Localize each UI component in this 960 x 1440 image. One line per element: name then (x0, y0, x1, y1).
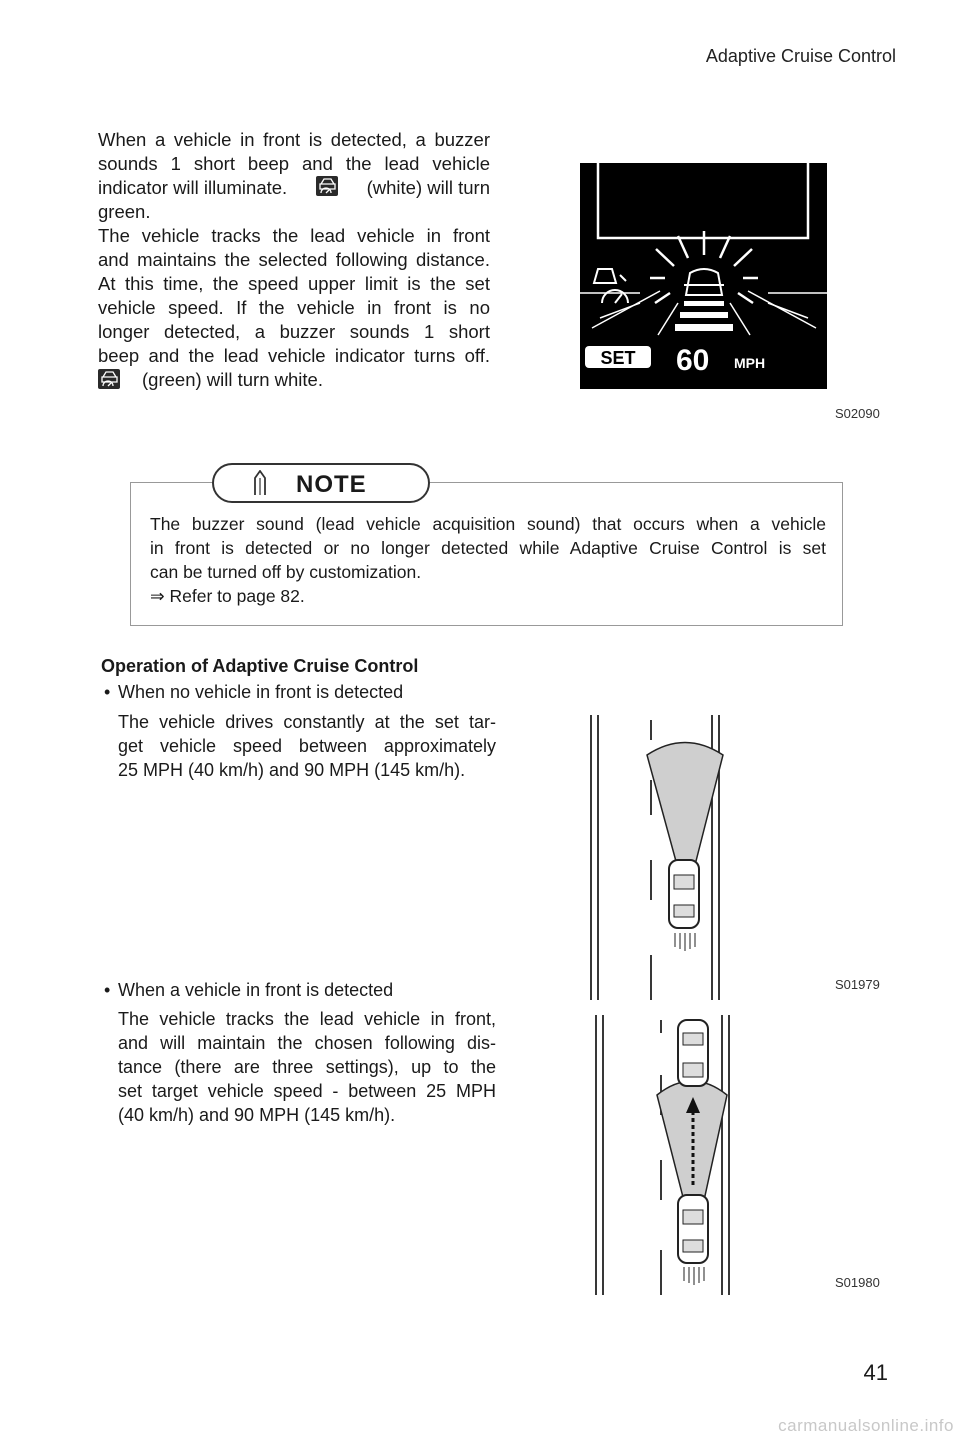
para-line: get vehicle speed between approximately (118, 736, 496, 756)
para-line: The vehicle tracks the lead vehicle in front, (118, 1009, 496, 1029)
note-line: The buzzer sound (lead vehicle acquisition sound) that occurs when a vehicle (150, 514, 826, 534)
no-lead-vehicle-illustration (585, 715, 735, 1000)
lead-vehicle-tracking-illustration (590, 1015, 735, 1295)
intro-line-text: (white) will turn (366, 177, 490, 198)
intro-line: The vehicle tracks the lead vehicle in front (98, 225, 490, 246)
page-number: 41 (863, 1360, 888, 1385)
intro-line: vehicle speed. If the vehicle in front is no (98, 297, 490, 318)
set-label: SET (600, 348, 636, 368)
acc-display-illustration (580, 163, 827, 389)
bullet-heading: When no vehicle in front is detected (118, 682, 404, 702)
note-tag (212, 463, 430, 503)
running-header: Adaptive Cruise Control (705, 46, 896, 66)
note-line: can be turned off by customization. (150, 562, 422, 582)
note-text (150, 512, 826, 608)
bullet: • (104, 682, 111, 702)
bullet-paragraph (118, 710, 496, 782)
para-line: (40 km/h) and 90 MPH (145 km/h). (118, 1105, 396, 1125)
intro-line-with-icon (98, 368, 490, 392)
figure-code: S02090 (835, 406, 880, 421)
bullet-paragraph (118, 1007, 496, 1127)
para-line: The vehicle drives constantly at the set tar- (118, 712, 496, 732)
lead-vehicle-indicator-icon (316, 176, 338, 196)
set-speed: 60 (676, 344, 710, 377)
intro-line: green. (98, 201, 151, 222)
para-line: 25 MPH (40 km/h) and 90 MPH (145 km/h). (118, 760, 466, 780)
section-title: Operation of Adaptive Cruise Control (101, 656, 419, 676)
intro-line: At this time, the speed upper limit is the set (98, 273, 490, 294)
watermark: carmanualsonline.info (778, 1416, 954, 1435)
note-reference: ⇒ Refer to page 82. (150, 586, 305, 606)
para-line: set target vehicle speed - between 25 MPH (118, 1081, 496, 1101)
figure-code: S01980 (835, 1275, 880, 1290)
para-line: and will maintain the chosen following dis- (118, 1033, 496, 1053)
bullet: • (104, 980, 111, 1000)
note-line: in front is detected or no longer detected while Adaptive Cruise Control is set (150, 538, 826, 558)
intro-line: sounds 1 short beep and the lead vehicle (98, 153, 490, 174)
figure-code: S01979 (835, 977, 880, 992)
note-pencil-icon (252, 470, 268, 496)
note-title: NOTE (296, 471, 367, 498)
para-line: tance (there are three settings), up to the (118, 1057, 496, 1077)
bullet-heading: When a vehicle in front is detected (118, 980, 394, 1000)
intro-line: longer detected, a buzzer sounds 1 short (98, 321, 490, 342)
speed-unit: MPH (734, 355, 766, 371)
intro-line-text: indicator will illuminate. (98, 177, 288, 198)
lead-vehicle-indicator-icon (98, 369, 120, 389)
intro-paragraph (98, 128, 490, 392)
intro-line-with-icon (98, 176, 490, 200)
intro-line: and maintains the selected following distance. (98, 249, 490, 270)
intro-line: beep and the lead vehicle indicator turns off. (98, 345, 490, 366)
intro-line-text: (green) will turn white. (142, 369, 323, 390)
intro-line: When a vehicle in front is detected, a buzzer (98, 129, 490, 150)
